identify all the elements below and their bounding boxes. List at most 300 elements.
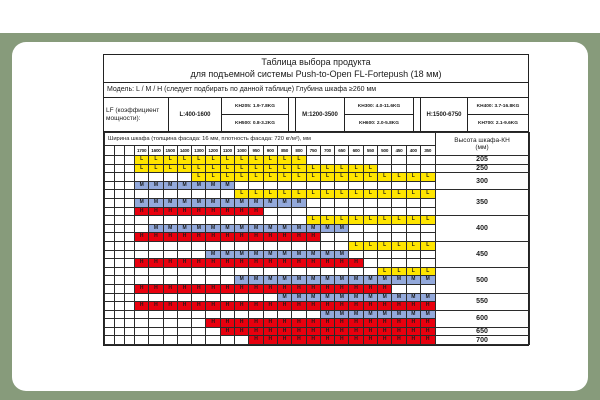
kh400-value: KH400: 3.7-16.8KG <box>476 103 520 109</box>
grid-cell-empty <box>378 156 392 165</box>
model-line: Модель: L / M / H (следует подбирать по данной таблице) Глубина шкафа ≥260 мм <box>104 83 528 98</box>
grid-cell-M: M <box>420 310 435 319</box>
grid-cell-L: L <box>277 173 291 182</box>
grid-cell-H: H <box>192 302 206 311</box>
grid-cell-H: H <box>378 284 392 293</box>
column-header-1200: 1200 <box>206 146 220 156</box>
pad-cell <box>115 164 125 173</box>
grid-cell-empty <box>320 207 334 216</box>
grid-cell-H: H <box>235 259 249 268</box>
grid-cell-L: L <box>335 190 349 199</box>
kh300-value: KH300: 4.0-11.6KG <box>357 103 401 109</box>
grid-cell-empty <box>378 181 392 190</box>
grid-cell-empty <box>392 259 406 268</box>
grid-cell-M: M <box>263 276 277 285</box>
grid-cell-empty <box>378 164 392 173</box>
grid-cell-M: M <box>335 310 349 319</box>
grid-cell-empty <box>177 190 191 199</box>
grid-cell-M: M <box>306 250 320 259</box>
grid-cell-L: L <box>277 164 291 173</box>
pad-cell <box>125 216 135 225</box>
grid-cell-H: H <box>349 259 363 268</box>
grid-cell-L: L <box>363 216 377 225</box>
grid-cell-empty <box>363 250 377 259</box>
pad-cell <box>125 198 135 207</box>
grid-cell-L: L <box>392 190 406 199</box>
grid-cell-H: H <box>335 319 349 328</box>
grid-cell-empty <box>177 173 191 182</box>
grid-cell-empty <box>406 284 420 293</box>
grid-cell-empty <box>263 216 277 225</box>
selection-grid <box>104 132 530 345</box>
grid-cell-M: M <box>163 181 177 190</box>
grid-cell-L: L <box>206 156 220 165</box>
grid-cell-empty <box>420 207 435 216</box>
column-header-1300: 1300 <box>192 146 206 156</box>
grid-cell-empty <box>363 233 377 242</box>
grid-cell-empty <box>406 250 420 259</box>
grid-cell-empty <box>306 181 320 190</box>
grid-cell-H: H <box>292 302 306 311</box>
grid-cell-H: H <box>363 284 377 293</box>
grid-cell-L: L <box>192 173 206 182</box>
grid-cell-H: H <box>135 207 149 216</box>
grid-cell-empty <box>177 250 191 259</box>
grid-cell-H: H <box>292 284 306 293</box>
grid-cell-L: L <box>220 164 234 173</box>
grid-cell-M: M <box>306 224 320 233</box>
grid-cell-empty <box>192 327 206 336</box>
width-label-row <box>105 133 530 146</box>
grid-cell-empty <box>306 267 320 276</box>
grid-cell-empty <box>378 233 392 242</box>
grid-cell-empty <box>149 276 163 285</box>
grid-cell-empty <box>135 190 149 199</box>
grid-cell-H: H <box>306 302 320 311</box>
grid-cell-empty <box>163 216 177 225</box>
grid-cell-M: M <box>206 250 220 259</box>
grid-cell-empty <box>420 156 435 165</box>
grid-cell-empty <box>392 284 406 293</box>
grid-cell-H: H <box>420 319 435 328</box>
grid-cell-H: H <box>249 302 263 311</box>
column-header-900: 900 <box>263 146 277 156</box>
grid-cell-H: H <box>335 284 349 293</box>
grid-cell-empty <box>192 190 206 199</box>
grid-cell-M: M <box>206 224 220 233</box>
pad-cell <box>125 327 135 336</box>
grid-cell-M: M <box>378 310 392 319</box>
grid-cell-empty <box>220 336 234 345</box>
grid-cell-H: H <box>192 207 206 216</box>
grid-cell-empty <box>177 241 191 250</box>
grid-cell-empty <box>363 267 377 276</box>
grid-cell-empty <box>406 156 420 165</box>
pad-cell <box>105 207 115 216</box>
grid-cell-M: M <box>220 198 234 207</box>
grid-cell-L: L <box>292 156 306 165</box>
grid-cell-H: H <box>420 327 435 336</box>
grid-cell-empty <box>163 310 177 319</box>
grid-cell-M: M <box>163 224 177 233</box>
grid-cell-empty <box>335 233 349 242</box>
grid-cell-empty <box>135 327 149 336</box>
grid-cell-L: L <box>378 173 392 182</box>
grid-cell-empty <box>406 181 420 190</box>
grid-cell-empty <box>277 207 291 216</box>
grid-cell-M: M <box>249 224 263 233</box>
grid-cell-empty <box>192 336 206 345</box>
grid-cell-L: L <box>235 164 249 173</box>
grid-cell-H: H <box>206 284 220 293</box>
grid-cell-L: L <box>306 190 320 199</box>
grid-cell-H: H <box>177 284 191 293</box>
grid-cell-empty <box>220 241 234 250</box>
grid-cell-M: M <box>392 276 406 285</box>
grid-cell-H: H <box>349 327 363 336</box>
grid-cell-empty <box>320 156 334 165</box>
grid-cell-empty <box>263 310 277 319</box>
grid-cell-L: L <box>249 190 263 199</box>
grid-cell-empty <box>177 310 191 319</box>
grid-cell-L: L <box>135 164 149 173</box>
grid-cell-H: H <box>406 302 420 311</box>
pad-cell <box>115 224 125 233</box>
grid-cell-H: H <box>335 259 349 268</box>
grid-cell-empty <box>135 250 149 259</box>
grid-cell-empty <box>163 267 177 276</box>
grid-cell-H: H <box>320 327 334 336</box>
grid-cell-empty <box>163 319 177 328</box>
pad-cell <box>115 241 125 250</box>
table-row <box>105 156 530 165</box>
grid-cell-empty <box>235 181 249 190</box>
pad-cell <box>125 336 135 345</box>
grid-cell-M: M <box>392 310 406 319</box>
grid-cell-empty <box>335 181 349 190</box>
pad-cell <box>105 173 115 182</box>
grid-cell-empty <box>392 224 406 233</box>
grid-cell-H: H <box>392 302 406 311</box>
grid-cell-empty <box>349 198 363 207</box>
table-row <box>105 216 530 225</box>
grid-cell-H: H <box>249 284 263 293</box>
grid-cell-M: M <box>206 198 220 207</box>
height-value: 350 <box>435 190 529 216</box>
grid-cell-empty <box>192 276 206 285</box>
grid-cell-empty <box>163 241 177 250</box>
grid-cell-L: L <box>192 156 206 165</box>
column-header-1000: 1000 <box>235 146 249 156</box>
grid-cell-H: H <box>378 327 392 336</box>
pad-cell <box>115 207 125 216</box>
grid-cell-empty <box>135 267 149 276</box>
height-label-text: Высота шкафа-КН (мм) <box>454 137 510 151</box>
table-row <box>105 190 530 199</box>
grid-cell-empty <box>420 250 435 259</box>
kh205-kh500-cell <box>221 98 288 131</box>
grid-cell-empty <box>177 293 191 302</box>
lf-spacer-2 <box>413 98 420 131</box>
pad-cell <box>125 302 135 311</box>
grid-cell-empty <box>292 181 306 190</box>
grid-cell-empty <box>192 293 206 302</box>
grid-cell-empty <box>320 267 334 276</box>
grid-cell-empty <box>320 181 334 190</box>
grid-cell-H: H <box>292 233 306 242</box>
grid-cell-empty <box>206 327 220 336</box>
grid-cell-H: H <box>192 284 206 293</box>
grid-cell-L: L <box>420 173 435 182</box>
grid-cell-empty <box>349 224 363 233</box>
grid-cell-H: H <box>277 259 291 268</box>
grid-cell-empty <box>235 293 249 302</box>
grid-cell-H: H <box>292 319 306 328</box>
grid-cell-H: H <box>263 327 277 336</box>
table-title <box>104 55 528 83</box>
grid-cell-empty <box>235 241 249 250</box>
grid-cell-L: L <box>320 173 334 182</box>
kh700-value: KH700: 2.1-9.6KG <box>468 114 528 131</box>
grid-cell-empty <box>392 164 406 173</box>
grid-cell-L: L <box>349 173 363 182</box>
column-header-1700: 1700 <box>135 146 149 156</box>
grid-cell-L: L <box>392 173 406 182</box>
grid-cell-L: L <box>420 216 435 225</box>
grid-cell-L: L <box>349 164 363 173</box>
pad-cell <box>105 216 115 225</box>
column-header-750: 750 <box>306 146 320 156</box>
pad-cell <box>105 319 115 328</box>
grid-cell-H: H <box>149 233 163 242</box>
grid-cell-M: M <box>320 224 334 233</box>
grid-cell-H: H <box>263 284 277 293</box>
grid-cell-H: H <box>277 284 291 293</box>
grid-cell-empty <box>206 216 220 225</box>
grid-cell-empty <box>349 181 363 190</box>
grid-cell-L: L <box>277 190 291 199</box>
grid-cell-M: M <box>220 181 234 190</box>
grid-cell-H: H <box>306 327 320 336</box>
grid-cell-empty <box>406 198 420 207</box>
grid-cell-H: H <box>235 319 249 328</box>
grid-cell-H: H <box>349 302 363 311</box>
pad-cell <box>105 259 115 268</box>
grid-cell-M: M <box>277 198 291 207</box>
pad-cell <box>105 198 115 207</box>
pad-cell <box>115 284 125 293</box>
grid-cell-empty <box>135 216 149 225</box>
column-header-600: 600 <box>349 146 363 156</box>
grid-cell-empty <box>177 319 191 328</box>
grid-cell-L: L <box>420 241 435 250</box>
grid-cell-L: L <box>149 156 163 165</box>
pad-cell <box>125 233 135 242</box>
grid-cell-H: H <box>392 336 406 345</box>
grid-cell-L: L <box>392 241 406 250</box>
grid-cell-H: H <box>235 302 249 311</box>
pad-cell <box>115 233 125 242</box>
height-value: 205 <box>435 156 529 165</box>
grid-cell-M: M <box>292 250 306 259</box>
grid-cell-L: L <box>378 190 392 199</box>
grid-cell-L: L <box>249 173 263 182</box>
grid-cell-empty <box>206 293 220 302</box>
column-header-950: 950 <box>249 146 263 156</box>
grid-cell-H: H <box>249 336 263 345</box>
grid-cell-empty <box>235 336 249 345</box>
grid-cell-empty <box>306 207 320 216</box>
grid-cell-empty <box>235 267 249 276</box>
lf-range-l: L:400-1600 <box>168 98 221 131</box>
grid-cell-empty <box>306 310 320 319</box>
grid-cell-empty <box>277 241 291 250</box>
grid-cell-M: M <box>235 224 249 233</box>
pad-cell <box>105 284 115 293</box>
grid-cell-H: H <box>349 336 363 345</box>
grid-cell-H: H <box>277 302 291 311</box>
grid-cell-empty <box>335 241 349 250</box>
grid-cell-empty <box>263 207 277 216</box>
lf-coefficient-row <box>104 98 528 132</box>
grid-cell-H: H <box>335 336 349 345</box>
grid-cell-L: L <box>320 164 334 173</box>
grid-cell-M: M <box>406 310 420 319</box>
grid-cell-M: M <box>277 224 291 233</box>
grid-cell-L: L <box>177 164 191 173</box>
grid-cell-H: H <box>320 302 334 311</box>
grid-cell-M: M <box>363 310 377 319</box>
grid-cell-M: M <box>177 181 191 190</box>
grid-cell-M: M <box>363 293 377 302</box>
pad-cell <box>105 276 115 285</box>
grid-cell-L: L <box>349 190 363 199</box>
grid-cell-empty <box>392 198 406 207</box>
grid-cell-H: H <box>320 259 334 268</box>
grid-cell-H: H <box>406 336 420 345</box>
pad-cell <box>105 293 115 302</box>
product-selection-table <box>103 54 529 346</box>
grid-cell-empty <box>192 310 206 319</box>
grid-cell-H: H <box>292 327 306 336</box>
grid-cell-M: M <box>177 198 191 207</box>
grid-cell-H: H <box>249 233 263 242</box>
grid-cell-M: M <box>263 250 277 259</box>
grid-cell-empty <box>263 267 277 276</box>
grid-cell-empty <box>149 250 163 259</box>
grid-cell-H: H <box>406 319 420 328</box>
grid-cell-H: H <box>392 327 406 336</box>
grid-cell-empty <box>235 216 249 225</box>
kh600-value: KH600: 2.0-5.8KG <box>345 114 413 131</box>
lf-range-h: H:1500-6750 <box>420 98 467 131</box>
grid-cell-empty <box>420 224 435 233</box>
table-row <box>105 164 530 173</box>
grid-cell-H: H <box>220 259 234 268</box>
grid-cell-M: M <box>320 310 334 319</box>
pad-cell <box>125 224 135 233</box>
title-line-2: для подъемной системы Push-to-Open FL-Fortepush (18 мм) <box>190 69 442 79</box>
pad-cell <box>115 259 125 268</box>
grid-cell-empty <box>349 156 363 165</box>
height-value: 250 <box>435 164 529 173</box>
grid-cell-H: H <box>220 319 234 328</box>
grid-cell-H: H <box>235 233 249 242</box>
grid-cell-H: H <box>335 327 349 336</box>
grid-cell-M: M <box>292 293 306 302</box>
grid-cell-empty <box>206 276 220 285</box>
grid-cell-L: L <box>420 190 435 199</box>
grid-cell-empty <box>378 250 392 259</box>
grid-cell-M: M <box>220 250 234 259</box>
grid-cell-empty <box>392 233 406 242</box>
grid-cell-H: H <box>177 302 191 311</box>
grid-cell-H: H <box>163 302 177 311</box>
pad-cell <box>115 327 125 336</box>
grid-cell-M: M <box>249 276 263 285</box>
grid-cell-H: H <box>163 259 177 268</box>
grid-cell-L: L <box>220 173 234 182</box>
grid-cell-L: L <box>192 164 206 173</box>
height-value: 700 <box>435 336 529 345</box>
grid-cell-empty <box>135 293 149 302</box>
grid-cell-empty <box>149 310 163 319</box>
grid-cell-empty <box>420 233 435 242</box>
lf-label: LF (коэффициент мощности): <box>106 106 160 122</box>
grid-cell-empty <box>249 310 263 319</box>
grid-cell-empty <box>192 250 206 259</box>
grid-cell-empty <box>349 250 363 259</box>
grid-cell-M: M <box>378 293 392 302</box>
height-label <box>435 133 529 156</box>
table-row <box>105 241 530 250</box>
grid-cell-M: M <box>177 224 191 233</box>
grid-cell-H: H <box>206 319 220 328</box>
grid-cell-empty <box>177 216 191 225</box>
grid-cell-H: H <box>192 259 206 268</box>
grid-cell-H: H <box>263 319 277 328</box>
grid-cell-M: M <box>363 276 377 285</box>
grid-cell-H: H <box>349 284 363 293</box>
grid-cell-H: H <box>277 319 291 328</box>
grid-cell-empty <box>163 173 177 182</box>
grid-cell-L: L <box>349 216 363 225</box>
column-header-650: 650 <box>335 146 349 156</box>
height-value: 650 <box>435 327 529 336</box>
grid-cell-H: H <box>177 207 191 216</box>
grid-cell-M: M <box>378 276 392 285</box>
grid-cell-empty <box>292 310 306 319</box>
pad-cell <box>115 146 125 156</box>
grid-cell-H: H <box>378 319 392 328</box>
grid-cell-L: L <box>292 190 306 199</box>
grid-cell-L: L <box>235 173 249 182</box>
grid-cell-H: H <box>249 207 263 216</box>
pad-cell <box>125 284 135 293</box>
grid-cell-empty <box>406 259 420 268</box>
pad-cell <box>115 310 125 319</box>
grid-cell-M: M <box>306 293 320 302</box>
grid-cell-L: L <box>163 156 177 165</box>
pad-cell <box>105 327 115 336</box>
pad-cell <box>115 250 125 259</box>
column-header-1400: 1400 <box>177 146 191 156</box>
grid-cell-H: H <box>163 207 177 216</box>
kh500-value: KH500: 0.8-3.2KG <box>222 114 288 131</box>
table-row <box>105 327 530 336</box>
grid-cell-empty <box>335 156 349 165</box>
grid-cell-empty <box>420 164 435 173</box>
